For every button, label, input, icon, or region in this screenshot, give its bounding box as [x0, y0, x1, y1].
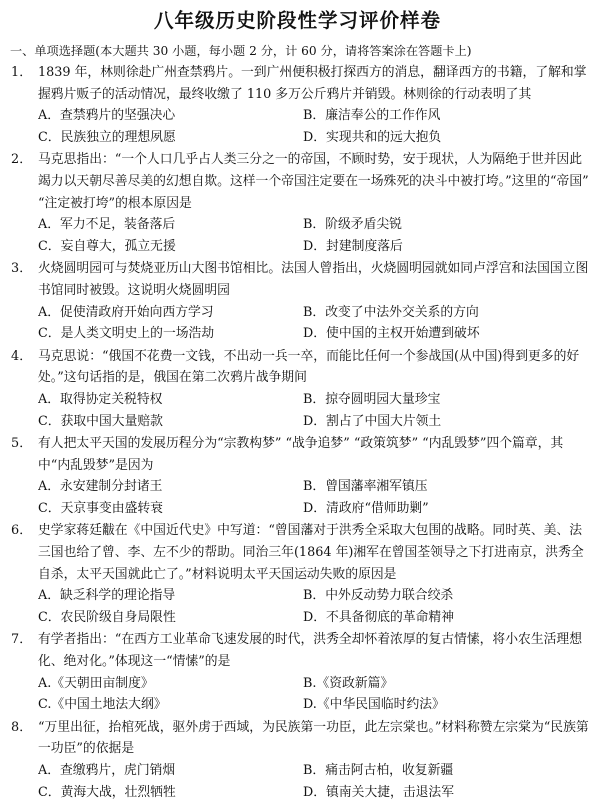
question-text: “万里出征，抬棺死战，驱外虏于西域，为民族第一功臣，此左宗棠也。”材料称赞左宗棠为“民族第一功臣”的依据是 [38, 719, 589, 757]
option-a: A.《天朝田亩制度》 [38, 675, 154, 691]
question-7 [6, 629, 589, 715]
option-list [6, 585, 589, 628]
question-2 [6, 149, 589, 257]
option-a: A．查禁鸦片的坚强决心 [38, 108, 176, 124]
option-d: D．封建制度落后 [303, 238, 403, 254]
option-c: C．天京事变由盛转衰 [38, 500, 163, 516]
option-a: A．缺乏科学的理论指导 [38, 588, 176, 604]
option-list [6, 105, 589, 148]
question-stem [6, 258, 589, 301]
option-c: C．农民阶级自身局限性 [38, 609, 176, 625]
option-b: B．掠夺圆明园大量珍宝 [303, 391, 441, 407]
question-stem [6, 717, 589, 760]
option-c: C.《中国土地法大纲》 [38, 697, 167, 713]
option-b: B.《资政新篇》 [303, 675, 394, 691]
question-5 [6, 433, 589, 519]
option-c: C．妄自尊大，孤立无援 [38, 238, 176, 254]
question-number: 4． [11, 348, 32, 364]
option-list [6, 214, 589, 257]
option-list [6, 389, 589, 432]
option-b: B．中外反动势力联合绞杀 [303, 588, 454, 604]
question-text: 马克思说：“俄国不花费一文钱，不出动一兵一卒，而能比任何一个参战国(从中国)得到更多的好处。”这句话指的是，俄国在第二次鸦片战争期间 [38, 348, 580, 386]
question-list [6, 62, 589, 803]
option-d: D．不具备彻底的革命精神 [303, 609, 455, 625]
option-list [6, 476, 589, 519]
question-number: 5． [11, 436, 32, 452]
question-number: 8． [11, 719, 32, 735]
question-8 [6, 717, 589, 803]
question-number: 1． [11, 65, 32, 80]
option-a: A．军力不足，装备落后 [38, 217, 176, 233]
question-stem [6, 62, 589, 105]
option-b: B．曾国藩率湘军镇压 [303, 479, 428, 495]
page-title: 八年级历史阶段性学习评价样卷 [153, 9, 441, 32]
option-c: C．获取中国大量赔款 [38, 413, 163, 429]
question-stem [6, 149, 589, 214]
option-a: A．永安建制分封诸王 [38, 479, 163, 495]
option-list [6, 302, 589, 345]
question-text: 有人把太平天国的发展历程分为“宗教构梦” “战争追梦” “政策筑梦” “内乱毁梦”四个篇章，其中“内乱毁梦”是因为 [38, 436, 564, 473]
option-a: A．取得协定关税特权 [38, 391, 163, 407]
option-b: B．廉洁奉公的工作作风 [303, 108, 441, 124]
option-b: B．痛击阿古柏，收复新疆 [303, 763, 454, 778]
option-a: A．查缴鸦片，虎门销烟 [38, 763, 176, 778]
question-number: 6． [11, 523, 32, 539]
question-number: 2． [11, 152, 32, 168]
option-d: D．清政府“借师助剿” [303, 500, 429, 516]
question-stem [6, 629, 589, 672]
question-6 [6, 520, 589, 628]
question-text: 马克思指出：“一个人口几乎占人类三分之一的帝国，不顾时势，安于现状，人为隔绝于世并因此竭力以天朝尽善尽美的幻想自欺。这样一个帝国注定要在一场殊死的决斗中被打垮。”这里的“帝国” “注定被打垮”的根本原因是 [38, 152, 589, 211]
option-list [6, 673, 589, 716]
question-text: 1839 年，林则徐赴广州查禁鸦片。一到广州便积极打探西方的消息，翻译西方的书籍，了解和掌握鸦片贩子的活动情况，最终收缴了 110 多万公斤鸦片并销毁。林则徐的行动表明了其 [38, 65, 587, 102]
option-d: D．割占了中国大片领土 [303, 413, 442, 429]
option-a: A．促使清政府开始向西方学习 [38, 304, 214, 320]
question-text: 史学家蒋廷黻在《中国近代史》中写道：“曾国藩对于洪秀全采取大包围的战略。同时英、美、法三国也给了曾、李、左不少的帮助。同治三年(1864 年)湘军在曾国荃领导之下打进南京，洪秀全自杀，太平天国就此亡了。”材料说明太平天国运动失败的原因是 [38, 523, 584, 582]
option-c: C．黄海大战，壮烈牺牲 [38, 784, 176, 800]
question-4 [6, 346, 589, 432]
question-1 [6, 62, 589, 148]
question-number: 3． [11, 261, 32, 277]
option-d: D．镇南关大捷，击退法军 [303, 784, 455, 800]
section-heading: 一、单项选择题(本大题共 30 小题，每小题 2 分，计 60 分，请将答案涂在答题卡上) [10, 44, 472, 58]
option-d: D.《中华民国临时约法》 [303, 697, 445, 713]
question-text: 有学者指出：“在西方工业革命飞速发展的时代，洪秀全却怀着浓厚的复古情愫，将小农生活理想化、绝对化。”体现这一“情愫”的是 [38, 632, 583, 670]
option-d: D．实现共和的远大抱负 [303, 129, 442, 145]
option-list [6, 760, 589, 803]
question-number: 7． [11, 632, 32, 648]
question-stem [6, 346, 589, 389]
option-b: B．改变了中法外交关系的方向 [303, 304, 479, 320]
question-stem [6, 433, 589, 476]
question-stem [6, 520, 589, 585]
option-c: C．是人类文明史上的一场浩劫 [38, 326, 215, 342]
option-b: B．阶级矛盾尖锐 [303, 217, 402, 233]
question-3 [6, 258, 589, 344]
option-c: C．民族独立的理想夙愿 [38, 129, 176, 145]
option-d: D．使中国的主权开始遭到破坏 [303, 326, 480, 342]
question-text: 火烧圆明园可与焚烧亚历山大图书馆相比。法国人曾指出，火烧圆明园就如同卢浮宫和法国国立图书馆同时被毁。这说明火烧圆明园 [38, 261, 589, 298]
